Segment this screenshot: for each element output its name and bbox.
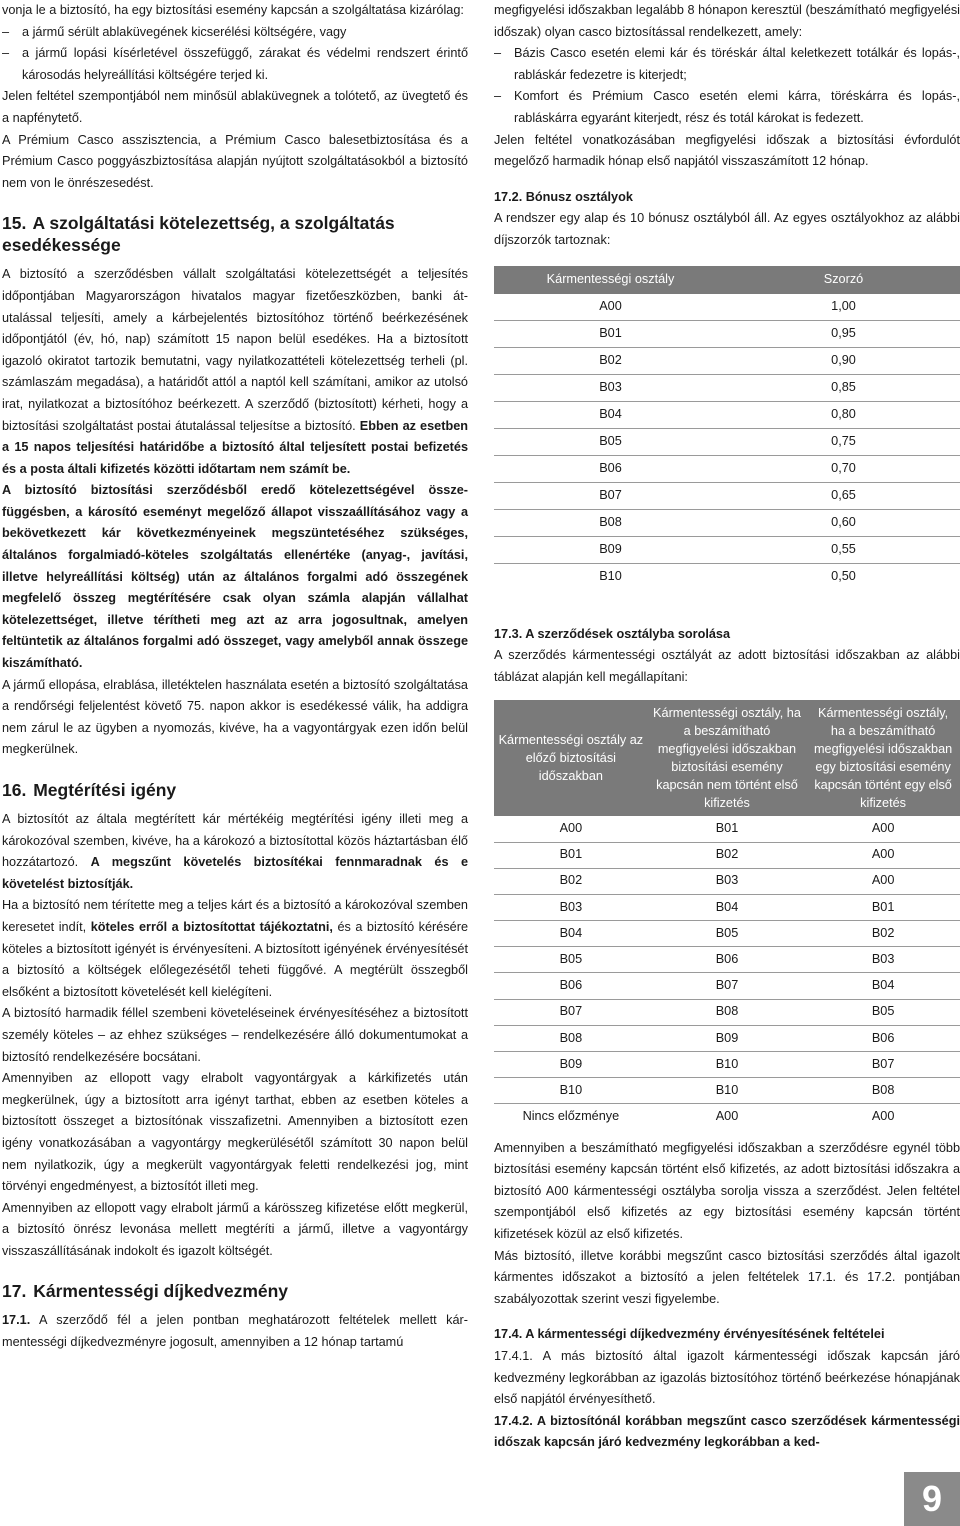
table-row: B07 0,65 <box>494 482 960 509</box>
s15-paragraph-1: A biztosító a szerződésben vállalt szolgáltatási kötelezettségét a teljesítés időpontjában Magyarországon hivatalos magyar fizetőeszközben, banki átutalással teljesíti, amely a kárbejelentés biztosítóhoz történő beérkezésének időpontjától (év, hó, nap) számított 15 napon belül esedékes. Ha a biztosított igazoló okiratot tartozik bemutatni, vagy nyilatkozattételi kötelezettség terheli (pl. számlaszám megadása), a határidőt attól a naptól kell számítani, amikor az utolsó irat, nyilatkozat a biztosítóhoz beérkezett. A szerződő (biztosított) kérheti, hogy a biztosítási szolgáltatást postai átutalással teljesítse a biztosító. Ebben az esetben a 15 napos teljesítési határidőbe a biztosító által teljesített postai befizetés és a posta általi kifizetés közötti időtartam nem számít be. <box>2 267 469 476</box>
s15-paragraph-3: A jármű ellopása, elrablása, illetéktelen használata esetén a biztosító szolgáltatása a rendőrségi feljelentést követő 75. napon akkor is esedékessé válik, ha addigra nem zárul le az ügyben a nyomozás, kivéve, ha a vagyontárgyak ezen időn belül megkerülnek. <box>2 677 468 757</box>
bonus-class-table <box>494 266 960 590</box>
s16-paragraph-4: Amennyiben az ellopott vagy elrabolt vagyontárgyak a kárkifizetés után megkerülnek, úgy a biztosított arra igényt tarthat, ebben az esetben köteles a biztosított összeget a biztosítónak visszafizetni. Amennyiben a biztosított ezen igény vonatkozásában a vagyontárgy megkerülésétől számított 30 napon belül nem nyilatkozik, úgy a megkerült vagyontárgyak feletti rendelkezési jog, mint törvényi engedményest, a biztosítót illeti meg. <box>2 1071 468 1194</box>
s17-4-1-paragraph: 17.4.1. A más biztosító által igazolt kármentességi időszak kapcsán járó kedvezmény legkorábban az igazolás biztosítóhoz történő beérkezése hónapjának első napjától érvényesíthető. <box>494 1348 960 1407</box>
table-header: Szorzó <box>727 266 960 294</box>
table-row: B07 B08 B05 <box>494 999 960 1025</box>
table-row: A00 B01 A00 <box>559 821 895 836</box>
right-column <box>494 0 960 1454</box>
table-row: B10 0,50 <box>494 563 960 590</box>
table-row: B08 B09 B06 <box>494 1025 960 1051</box>
table-row: B10 B10 B08 <box>494 1077 960 1103</box>
after-table-paragraph-1: Amennyiben a beszámítható megfigyelési időszakban a szerződésre egynél több biztosítási esemény kapcsán történt első kifizetés, az adott biztosítási időszakra a biztosító A00 kármentességi osztályba sorolja vissza a szerződést. Jelen feltétel szempontjából első kifizetés az egy biztosítási esemény kapcsán történt kifizetések közül az első kifizetés. <box>494 1140 960 1241</box>
intro-text: vonja le a biztosító, ha egy biztosítási esemény kapcsán a szolgáltatása kizárólag: <box>2 3 464 17</box>
table-row: B09 B10 B07 <box>494 1051 960 1077</box>
page-number: 9 <box>904 1472 960 1526</box>
classification-table <box>494 700 960 1129</box>
table-row: B04 B05 B02 <box>494 920 960 946</box>
s17-1-paragraph: 17.1. A szerződő fél a jelen pontban meghatározott feltételek mellett kármentességi díjkedvezményre jogosult, amennyiben a 12 hónap tartamú <box>2 1313 468 1350</box>
s17-4-2-paragraph: 17.4.2. A biztosítónál korábban megszűnt casco szerződések kármentességi időszak kapcsán járó kedvezmény legkorábban a ked- <box>494 1413 960 1450</box>
premium-paragraph: A Prémium Casco asszisztencia, a Prémium Casco balesetbiztosítása és a Prémium Casco poggyászbiztosítása alapján nyújtott szolgáltatásokból a biztosító nem von le önrészesedést. <box>2 132 468 190</box>
list-item: – a jármű lopási kísérletével összefüggő, zárakat és védelmi rendszert érintő károsodás helyreállítási költségére terjed ki. <box>2 46 468 82</box>
left-column <box>2 0 468 1354</box>
section-17-2-heading: 17.2. Bónusz osztályok <box>494 189 633 204</box>
table-row: B06 0,70 <box>494 455 960 482</box>
table-row: Nincs előzménye A00 A00 <box>494 1103 960 1129</box>
condition-paragraph: Jelen feltétel vonatkozásában megfigyelési időszak a biztosítási évfordulót megelőző harmadik hónap első napjától visszaszámított 12 hónap. <box>494 132 960 169</box>
table-header: Kármentességi osztály az előző biztosítási időszakban <box>494 700 648 816</box>
after-table-paragraph-2: Más biztosító, illetve korábbi megszűnt casco biztosítási szerződés által igazolt kármentes időszakot a biztosító a jelen feltételek 17.1. és 17.2. pontjában szabályozottak szerint veszi figyelembe. <box>494 1248 960 1306</box>
glass-paragraph: Jelen feltétel szempontjából nem minősül ablaküvegnek a tolótető, az üvegtető és a napfénytető. <box>2 89 468 125</box>
s16-paragraph-3: A biztosító harmadik féllel szembeni követeléseinek érvényesítéséhez a biztosított személy köteles – az ehhez szükséges – rendelkezésére álló dokumentumokat a biztosító rendelkezésére bocsátani. <box>2 1006 468 1064</box>
section-17-4-heading: 17.4. A kármentességi díjkedvezmény érvényesítésének feltételei <box>494 1327 885 1342</box>
s17-2-paragraph: A rendszer egy alap és 10 bónusz osztályból áll. Az egyes osztályokhoz az alábbi díjszorzók tartoznak: <box>494 211 960 247</box>
list-item: – Bázis Casco esetén elemi kár és töréskár által keletkezett totálkár és lopás-, rabláskár fedezetre is kiterjedt; <box>494 46 960 82</box>
table-header: Kármentességi osztály <box>494 266 727 294</box>
table-row: A00 1,00 <box>599 298 856 313</box>
section-17-3-heading: 17.3. A szerződések osztályba sorolása <box>494 626 731 641</box>
table-row: B05 0,75 <box>494 428 960 455</box>
list-item: – Komfort és Prémium Casco esetén elemi kárra, töréskárra és lopás-, rabláskárra egyaránt kiterjedt, rész és totál károkat is fedezett. <box>494 89 960 125</box>
s16-paragraph-2: Ha a biztosító nem térítette meg a teljes kárt és a biztosító a károkozóval szemben keresetet indít, köteles erről a biztosítottat tájékoztatni, és a biztosító kérésére köteles a biztosított igényét is érvényesíteni. A biztosított igényének érvényesítését a biztosító a költségek előlegezésétől teheti függővé. A megtérült összegből elsőként a biztosított követelését kell kielégíteni. <box>2 898 469 999</box>
table-row: B01 B02 A00 <box>494 842 960 868</box>
table-row: B03 0,85 <box>494 374 960 401</box>
table-header: Kármentességi osztály, ha a beszámítható megfigyelési időszakban biztosítási esemény kapcsán nem történt első kifizetés <box>648 700 806 816</box>
table-row: B03 B04 B01 <box>494 894 960 920</box>
section-17-heading: 17. Kármentességi díjkedvezmény <box>2 1281 289 1302</box>
table-row: B05 B06 B03 <box>494 946 960 972</box>
table-row: B02 B03 A00 <box>494 868 960 894</box>
table-row: B08 0,60 <box>494 509 960 536</box>
table-row: B06 B07 B04 <box>494 972 960 998</box>
s15-paragraph-2: A biztosító biztosítási szerződésből eredő kötelezettségével összefüggésben, a károsító eseményt megelőző állapot visszaállításához vagy a bekövetkezett kár következményeinek megszüntetéséhez szükséges, általános forgalmiadó-köteles szolgáltatás ellenértéke (anyag-, javítási, illetve helyreállítási költség) után az általános forgalmi adó összegének megfelelő összeg megtérítésére csak olyan számla alapján vállalhat kötelezettséget, illetve térítheti meg azt az arra jogosultnak, amelyen feltüntetik az általános forgalmi adó összeget, vagy amelyből annak összege kiszámítható. <box>2 483 468 671</box>
list-item: – a jármű sérült ablaküvegének kicserélési költségére, vagy <box>2 24 347 39</box>
continuation-paragraph: megfigyelési időszakban legalább 8 hónapon keresztül (beszámítható megfigyelési időszak) olyan casco biztosítással rendelkezett, amely: <box>494 3 960 39</box>
table-row: B01 0,95 <box>494 320 960 347</box>
s16-paragraph-5: Amennyiben az ellopott vagy elrabolt jármű a kárösszeg kifizetése előtt megkerül, a biztosító önrész levonása mellett megtéríti a jármű, illetve a vagyontárgy visszaszállításának indokolt és igazolt költségét. <box>2 1200 468 1258</box>
section-16-heading: 16. Megtérítési igény <box>2 780 177 800</box>
s16-paragraph-1: A biztosítót az általa megtérített kár mértékéig megtérítési igény illeti meg a károkozóval szemben, kivéve, ha a károkozó a biztosítottal közös háztartásban élő hozzátartozó. A megszűnt követelés biztosítékai fennmaradnak és e követelést biztosítják. <box>2 812 468 891</box>
table-row: B09 0,55 <box>494 536 960 563</box>
section-15-heading: 15. A szolgáltatási kötelezettség, a szolgáltatás esedékessége <box>2 213 395 256</box>
table-header: Kármentességi osztály, ha a beszámítható megfigyelési időszakban egy biztosítási esemény kapcsán történt egy első kifizetés <box>806 700 960 816</box>
table-row: B02 0,90 <box>494 347 960 374</box>
table-row: B04 0,80 <box>494 401 960 428</box>
s17-3-paragraph: A szerződés kármentességi osztályát az adott biztosítási időszakban az alábbi táblázat alapján kell megállapítani: <box>494 648 960 684</box>
